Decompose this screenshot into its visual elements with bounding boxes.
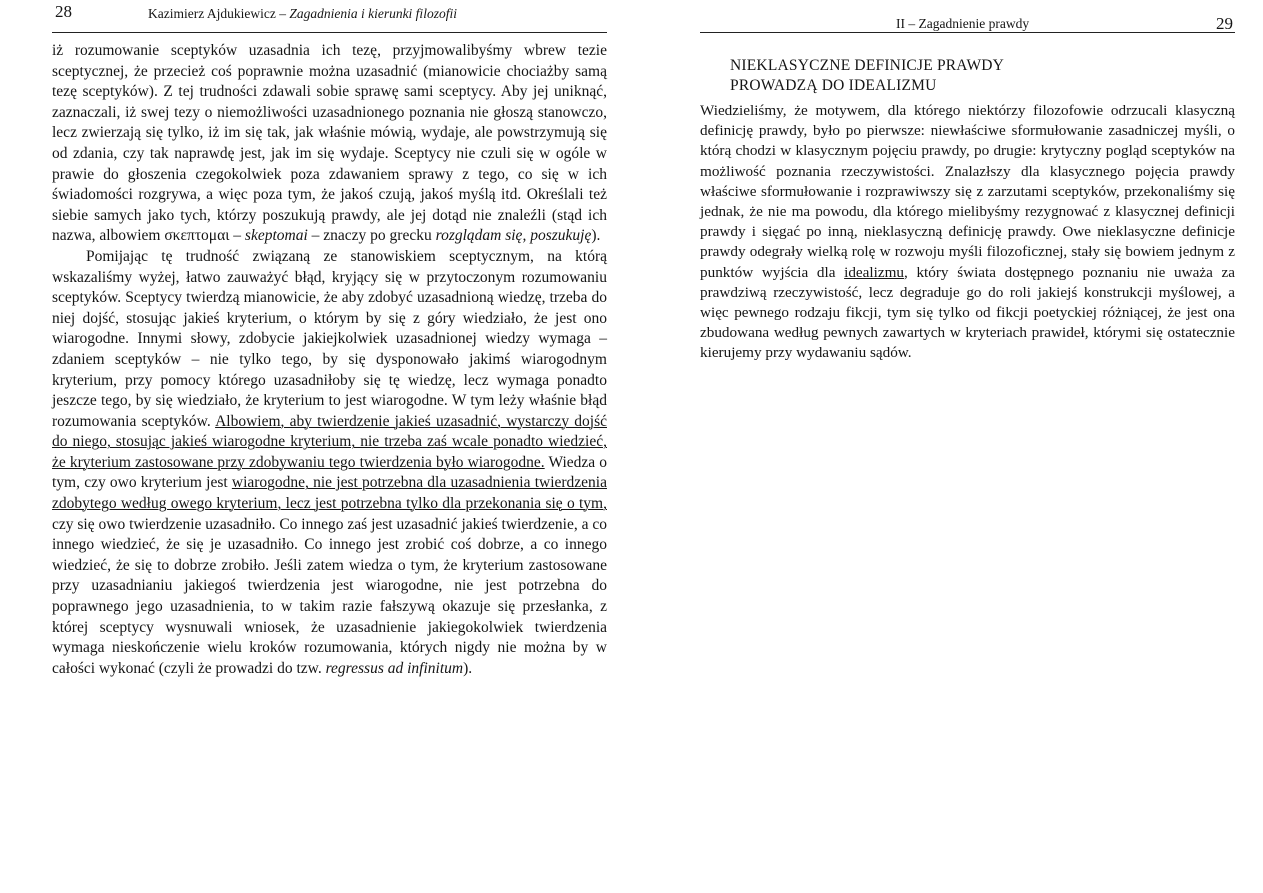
left-running-head-text xyxy=(148,6,457,22)
left-paragraph-2: Pomijając tę trudność związaną ze stanowiskiem sceptycznym, na którą wskazaliśmy wyżej, łatwo zauważyć błąd, kryjący się w przytoczonym rozumowaniu sceptyków. Sceptycy twierdzą mianowicie, że aby zdobyć uzasadnioną wiedzę, trzeba do niej dojść, stosując jakieś kryterium, o którym by się z góry wiedziało, że jest ono wiarogodne. Innymi słowy, zdobycie jakiejkolwiek uzasadnionej wiedzy wymaga – zdaniem sceptyków – nie tylko tego, by się dysponowało jakimś wiarogodnym kryterium, przy pomocy którego uzasadniłoby się tę wiedzę, lecz wymaga ponadto jeszcze tego, by się wiedziało, że kryterium to jest wiarogodne. W tym leży właśnie błąd rozumowania sceptyków. Albowiem, aby twierdzenie jakieś uzasadnić, wystarczy dojść do niego, stosując jakieś wiarogodne kryterium, nie trzeba zaś wcale ponadto wiedzieć, że kryterium zastosowane przy zdobywaniu tego twierdzenia było wiarogodne. Wiedza o tym, czy owo kryterium jest wiarogodne, nie jest potrzebna dla uzasadnienia twierdzenia zdobytego według owego kryterium, lecz jest potrzebna tylko dla przekonania się o tym, czy się owo twierdzenie uzasadniło. Co innego zaś jest uzasadnić jakieś twierdzenie, a co innego wiedzieć, że się je uzasadniło. Co innego jest zrobić coś dobrze, a co innego wiedzieć, że się to dobrze zrobiło. Jeśli zatem wiedza o tym, że kryterium zastosowane przy uzasadnianiu jakiegoś twierdzenia jest wiarogodne, nie jest potrzebna do poprawnego jego uzasadnienia, to w takim razie fałszywą okazuje się przesłanka, z której sceptycy wysnuwali wniosek, że uzasadnienie jakiegokolwiek twierdzenia wymaga nieskończenie wielu kroków rozumowania, których nigdy nie można by w całości wykonać (czyli że prowadzi do tzw. regressus ad infinitum). xyxy=(52,247,607,677)
running-head-book-title: Zagadnienia i kierunki filozofii xyxy=(289,6,457,21)
right-page-number: 29 xyxy=(1216,14,1233,33)
latin-term: regressus ad infinitum xyxy=(325,659,464,677)
underlined-idealism: idealizmu xyxy=(844,263,904,281)
underlined-passage-1: Albowiem, aby twierdzenie jakieś uzasadnić, wystarczy dojść do niego, stosując jakieś wiarogodne kryterium, nie trzeba zaś wcale ponadto wiedzieć, że kryterium zastosowane przy zdobywaniu tego twierdzenia było wiarogodne. xyxy=(52,412,607,471)
left-page-body xyxy=(52,41,607,679)
right-page-body xyxy=(700,56,1235,364)
greek-transliteration: skeptomai xyxy=(244,227,308,245)
right-running-head xyxy=(700,2,1235,33)
right-running-head-text: II – Zagadnienie prawdy xyxy=(896,16,1030,31)
section-heading-line-2: PROWADZĄ DO IDEALIZMU xyxy=(730,77,937,94)
left-page-number: 28 xyxy=(55,2,72,21)
left-paragraph-1: iż rozumowanie sceptyków uzasadnia ich tezę, przyjmowalibyśmy wbrew tezie sceptycznej, że przecież coś poprawnie można uzasadnić (mianowicie chociażby samą tezę sceptyków). Z tej trudności zdawali sobie sprawę sami sceptycy. Aby jej uniknąć, zaznaczali, iż swej tezy o niemożliwości uzasadnionego poznania nie głoszą stanowczo, lecz zwierzają się tylko, iż im się tak, jak właśnie mówią, wydaje, ale powstrzymują się od zdania, czy tak naprawdę jest, jak im się wydaje. Sceptycy nie czuli się w ogóle w prawie do głoszenia czegokolwiek poza zdawaniem sprawy z tego, co się w ich świadomości rozgrywa, a więc poza tym, że jakoś czują, jakoś myślą itd. Określali też siebie samych jako tych, którzy poszukują prawdy, ale jej dotąd nie znaleźli (stąd ich nazwa, albowiem σκεπτομαι – skeptomai – znaczy po grecku rozglądam się, poszukuję). xyxy=(52,42,607,245)
section-heading-line-1: NIEKLASYCZNE DEFINICJE PRAWDY xyxy=(730,57,1005,74)
section-heading xyxy=(730,56,1235,96)
underlined-passage-2: wiarogodne, nie jest potrzebna dla uzasadnienia twierdzenia zdobytego według owego kryterium, lecz jest potrzebna tylko dla przekonania się o tym, xyxy=(52,474,607,513)
running-head-author: Kazimierz Ajdukiewicz – xyxy=(148,6,290,21)
greek-translation: rozglądam się, poszukuję xyxy=(435,227,592,245)
left-running-head xyxy=(52,2,607,33)
right-paragraph-1: Wiedzieliśmy, że motywem, dla którego niektórzy filozofowie odrzucali klasyczną definicję prawdy, było po pierwsze: niewłaściwe sformułowanie zasadniczej myśli, o którą chodzi w klasycznym pojęciu prawdy, po drugie: krytyczny pogląd sceptyków na możliwość poznania rzeczywistości. Znalazłszy dla klasycznego pojęcia prawdy właściwe sformułowanie i rozprawiwszy się z zarzutami sceptyków, przekonaliśmy się jednak, że nie ma powodu, dla którego mielibyśmy rezygnować z klasycznej definicji prawdy i sięgać po inną, nieklasyczną definicję prawdy. Owe nieklasyczne definicje prawdy odegrały wielką rolę w rozwoju myśli filozoficznej, stały się bowiem jednym z punktów wyjścia dla idealizmu, który świata dostępnego poznaniu nie uważa za prawdziwą rzeczywistość, lecz degraduje go do roli jakiejś konstrukcji myślowej, a więc pewnego rodzaju fikcji, tym się tylko od fikcji poetyckiej różniącej, że jest ona zbudowana według pewnych zawartych w kryteriach prawideł, którymi się ostatecznie kierujemy przy wydawaniu sądów. xyxy=(700,102,1235,362)
